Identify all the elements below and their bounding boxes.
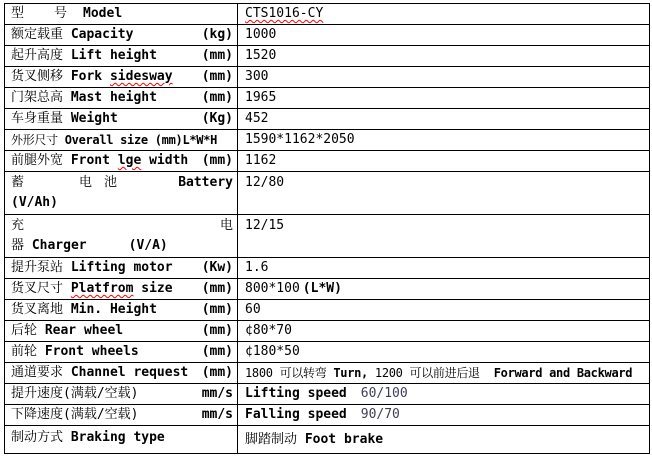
text-segment: 号	[54, 6, 68, 21]
unit-label: mm/s	[201, 407, 233, 422]
text-segment: 1200 可以前进后退	[367, 366, 480, 380]
text-segment: Falling speed	[245, 407, 347, 422]
unit-label: (mm)	[201, 323, 233, 338]
text-segment: Braking type	[70, 430, 165, 445]
label-cell-mast-height	[5, 88, 238, 108]
spec-row-mast-height	[5, 88, 649, 109]
label-cell-front-leg-width	[5, 151, 238, 171]
text-segment: lge	[117, 153, 142, 168]
text-segment: 货叉尺寸	[11, 281, 71, 296]
text-segment: 提升速度(满载/空载)	[11, 386, 139, 401]
unit-label: mm/s	[201, 386, 233, 401]
label-cell-falling-speed	[5, 405, 238, 425]
value-cell-battery	[238, 172, 649, 214]
text-segment: Weight	[70, 111, 118, 126]
label-line	[11, 88, 233, 108]
spec-row-rear-wheel	[5, 321, 649, 342]
text-segment: 型	[11, 6, 25, 21]
text-segment: 800*100	[245, 281, 300, 296]
label-cell-overall-size	[5, 130, 238, 150]
unit-label: (mm)	[201, 281, 233, 296]
text-segment: 前腿外宽	[11, 153, 71, 168]
text-segment: Front	[70, 153, 118, 168]
text-segment: (V/Ah)	[11, 195, 58, 210]
value-cell-capacity	[238, 25, 649, 45]
text-segment: 额定载重	[11, 27, 71, 42]
text-segment: 货叉侧移	[11, 69, 71, 84]
text-segment: Mast height	[70, 90, 157, 105]
label-cell-rear-wheel	[5, 321, 238, 341]
text-segment: Rear wheel	[44, 323, 124, 338]
label-cell-model	[5, 4, 238, 24]
label-line	[11, 109, 233, 129]
text-segment: 蓄	[11, 175, 25, 190]
text-segment: 起升高度	[11, 48, 71, 63]
text-segment: Lifting speed	[245, 386, 347, 401]
text-segment: size	[133, 281, 173, 296]
text-segment: 电	[219, 218, 233, 233]
spec-row-min-height	[5, 300, 649, 321]
text-segment: Front wheels	[44, 344, 139, 359]
spec-row-front-leg-width	[5, 151, 649, 172]
label-cell-channel-request	[5, 363, 238, 383]
label-cell-platform-size	[5, 279, 238, 299]
unit-label: (mm)	[201, 344, 233, 359]
label-line	[11, 384, 233, 404]
label-cell-min-height	[5, 300, 238, 320]
text-segment: 1800 可以转弯	[245, 366, 334, 380]
text-segment: 通道要求	[11, 365, 71, 380]
text-segment: 前轮	[11, 344, 45, 359]
spec-row-platform-size	[5, 279, 649, 300]
label-line-2	[11, 193, 233, 213]
label-line-2	[11, 236, 233, 256]
text-segment: 制动方式	[11, 430, 71, 445]
value-cell-fork-sidesway	[238, 67, 649, 87]
label-line	[11, 321, 233, 341]
text-segment: 12/80	[245, 175, 285, 190]
label-line	[11, 25, 233, 45]
text-segment: 1520	[245, 48, 277, 63]
spec-row-model	[5, 4, 649, 25]
text-segment: 后轮	[11, 323, 45, 338]
label-line	[11, 67, 233, 87]
unit-label: (Kg)	[201, 111, 233, 126]
value-cell-front-leg-width	[238, 151, 649, 171]
value-cell-overall-size	[238, 130, 649, 150]
spec-row-lifting-speed	[5, 384, 649, 405]
text-segment: (V/A)	[128, 238, 168, 253]
unit-label: (mm)	[201, 90, 233, 105]
value-cell-platform-size	[238, 279, 649, 299]
text-segment: 60/100	[360, 386, 408, 401]
text-segment: 车身重量	[11, 111, 71, 126]
spec-row-capacity	[5, 25, 649, 46]
label-line	[11, 258, 233, 278]
spec-row-braking-type	[5, 426, 649, 453]
value-cell-lifting-motor	[238, 258, 649, 278]
value-cell-lifting-speed	[238, 384, 649, 404]
text-segment: 1.6	[245, 260, 269, 275]
text-segment: 充	[11, 218, 25, 233]
text-segment: Channel request	[70, 365, 189, 380]
text-segment: 电	[79, 175, 93, 190]
label-line	[11, 363, 233, 383]
text-segment: sidesway	[109, 69, 173, 84]
value-cell-charger	[238, 215, 649, 257]
label-line	[11, 279, 233, 299]
spec-row-fork-sidesway	[5, 67, 649, 88]
text-segment: 452	[245, 111, 269, 126]
unit-label: (mm)	[201, 48, 233, 63]
label-line	[11, 130, 233, 150]
text-segment: Charger	[31, 238, 87, 253]
text-segment: CTS1016-CY	[245, 6, 324, 21]
value-cell-front-wheels	[238, 342, 649, 362]
label-line	[11, 151, 233, 171]
text-segment: ¢80*70	[245, 323, 292, 338]
label-line-1	[11, 173, 233, 193]
text-segment: 90/70	[360, 407, 400, 422]
spec-table	[4, 3, 650, 454]
text-segment: Lifting motor	[70, 260, 173, 275]
label-cell-front-wheels	[5, 342, 238, 362]
label-line	[11, 405, 233, 425]
value-cell-weight	[238, 109, 649, 129]
label-line	[11, 4, 233, 24]
value-cell-rear-wheel	[238, 321, 649, 341]
text-segment: 12/15	[245, 218, 285, 233]
label-cell-lift-height	[5, 46, 238, 66]
spec-row-falling-speed	[5, 405, 649, 426]
label-line-1	[11, 216, 233, 236]
text-segment: 器	[11, 238, 32, 253]
text-segment: 外形尺寸	[11, 133, 65, 147]
text-segment: 脚踏制动	[245, 432, 305, 447]
text-segment: Turn,	[333, 366, 368, 380]
text-segment: 门架总高	[11, 90, 71, 105]
value-cell-model	[238, 4, 649, 24]
spec-row-channel-request	[5, 363, 649, 384]
value-cell-channel-request	[238, 363, 649, 383]
label-line	[11, 46, 233, 66]
spec-row-lift-height	[5, 46, 649, 67]
text-segment: 1000	[245, 27, 277, 42]
text-segment: Foot brake	[304, 432, 384, 447]
text-segment: Forward and Backward	[493, 366, 633, 380]
label-cell-capacity	[5, 25, 238, 45]
value-cell-braking-type	[238, 426, 649, 453]
text-segment: 货叉离地	[11, 302, 71, 317]
spec-row-weight	[5, 109, 649, 130]
text-segment: 60	[245, 302, 261, 317]
spec-row-battery	[5, 172, 649, 215]
text-segment: Overall size (mm)L*W*H	[64, 133, 218, 147]
unit-label: (mm)	[201, 69, 233, 84]
spec-row-charger	[5, 215, 649, 258]
value-cell-falling-speed	[238, 405, 649, 425]
spec-row-lifting-motor	[5, 258, 649, 279]
label-cell-braking-type	[5, 426, 238, 453]
value-cell-mast-height	[238, 88, 649, 108]
text-segment: 池	[104, 175, 118, 190]
spec-row-front-wheels	[5, 342, 649, 363]
label-cell-weight	[5, 109, 238, 129]
text-segment: Capacity	[70, 27, 134, 42]
text-segment: (L*W)	[302, 281, 342, 296]
value-cell-lift-height	[238, 46, 649, 66]
text-segment: Min. Height	[70, 302, 157, 317]
text-segment: Model	[83, 6, 123, 21]
text-segment: width	[141, 153, 189, 168]
label-cell-lifting-speed	[5, 384, 238, 404]
unit-label: (mm)	[201, 153, 233, 168]
text-segment: ¢180*50	[245, 344, 300, 359]
label-line	[11, 342, 233, 362]
unit-label: (mm)	[201, 302, 233, 317]
text-segment: 1590*1162*2050	[245, 132, 355, 147]
text-segment: Fork	[70, 69, 110, 84]
text-segment: 1965	[245, 90, 277, 105]
text-segment: Battery	[178, 175, 233, 190]
text-segment: 提升泵站	[11, 260, 71, 275]
text-segment: 1162	[245, 153, 277, 168]
text-segment: 300	[245, 69, 269, 84]
label-cell-battery	[5, 172, 238, 214]
text-segment: Lift height	[70, 48, 157, 63]
label-line	[11, 300, 233, 320]
unit-label: (mm)	[201, 365, 233, 380]
label-cell-fork-sidesway	[5, 67, 238, 87]
unit-label: (kg)	[201, 27, 233, 42]
label-line	[11, 428, 233, 448]
label-cell-lifting-motor	[5, 258, 238, 278]
text-segment: Platfrom	[70, 281, 134, 296]
text-segment: 下降速度(满载/空载)	[11, 407, 139, 422]
value-cell-min-height	[238, 300, 649, 320]
label-cell-charger	[5, 215, 238, 257]
spec-row-overall-size	[5, 130, 649, 151]
unit-label: (Kw)	[201, 260, 233, 275]
